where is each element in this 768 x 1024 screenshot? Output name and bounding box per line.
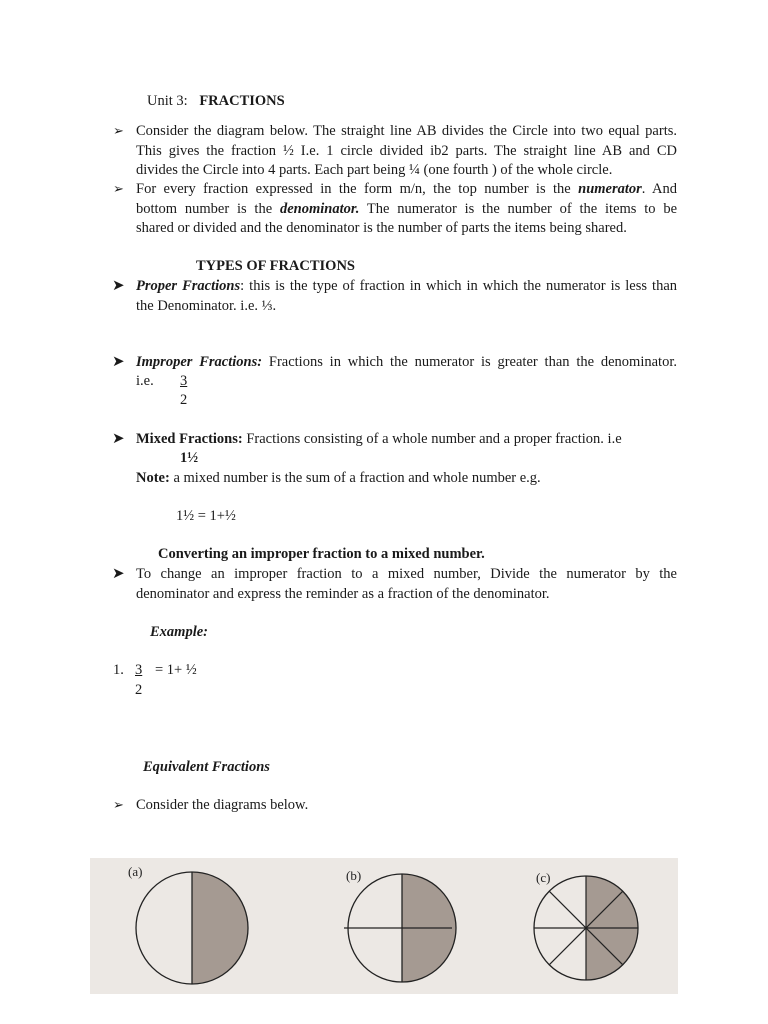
figure-label-a: (a): [128, 864, 143, 879]
text: . And: [641, 181, 677, 197]
figure-label-b: (b): [346, 868, 362, 883]
shaded-half: [192, 872, 248, 984]
fraction-circles-figure: [90, 858, 678, 994]
arrow-bullet-icon: ➢: [113, 181, 124, 196]
example-label: Example:: [150, 624, 208, 640]
text: : this is the type of fraction in which in which the numerator is less than: [240, 278, 678, 294]
circle-quarters: [344, 874, 456, 982]
text: The numerator is the number of the items to be: [359, 200, 678, 217]
unit-heading: [147, 93, 285, 110]
types-heading: TYPES OF FRACTIONS: [196, 258, 355, 274]
text: Fractions in which the numerator is greater than the denominator.: [262, 354, 677, 370]
improper-ie: i.e.: [136, 372, 154, 389]
intro-line: divides the Circle into 4 parts. Each part being ¼ (one fourth ) of the whole circle.: [136, 162, 613, 178]
text: a mixed number is the sum of a fraction and whole number e.g.: [169, 470, 541, 486]
improper-line: [136, 353, 677, 373]
proper-line: [136, 277, 677, 297]
text: Fractions consisting of a whole number and a proper fraction. i.e: [242, 431, 622, 447]
note-equation: 1½ = 1+½: [176, 508, 236, 524]
arrow-bullet-icon: ➢: [113, 797, 124, 812]
converting-line: denominator and express the reminder as a fraction of the denominator.: [136, 585, 550, 602]
mixed-term: Mixed Fractions:: [136, 431, 243, 447]
intro-line: [136, 200, 677, 220]
arrow-bullet-icon: ➤: [112, 431, 125, 447]
unit-label: Unit 3:: [147, 93, 188, 109]
arrow-bullet-icon: ➢: [113, 123, 124, 138]
intro-line: shared or divided and the denominator is the number of parts the items being shared.: [136, 220, 627, 236]
example-denominator: 2: [135, 681, 143, 698]
mixed-line: [136, 430, 677, 450]
example-number: 1.: [113, 662, 124, 678]
arrow-bullet-icon: ➤: [112, 354, 125, 370]
improper-denominator: 2: [180, 392, 188, 408]
intro-line: This gives the fraction ½ I.e. 1 circle divided ib2 parts. The straight line AB and CD: [136, 142, 677, 159]
figure-label-c: (c): [536, 870, 551, 885]
denominator-term: denominator.: [279, 200, 360, 217]
text: bottom number is the: [136, 200, 280, 217]
improper-term: Improper Fractions:: [136, 354, 263, 370]
text: For every fraction expressed in the form m/n, the top number is the: [136, 181, 579, 197]
mixed-example: 1½: [180, 449, 199, 466]
example-equation: = 1+ ½: [155, 662, 197, 678]
intro-line: [136, 180, 677, 200]
improper-numerator: 3: [180, 372, 188, 389]
unit-title: FRACTIONS: [199, 93, 285, 109]
circle-eighths: [534, 876, 638, 980]
note-label: Note:: [136, 470, 170, 486]
fraction-circles-drawing: [90, 858, 678, 994]
equivalent-line: Consider the diagrams below.: [136, 797, 309, 813]
example-numerator: 3: [135, 662, 143, 678]
arrow-bullet-icon: ➤: [112, 278, 125, 294]
numerator-term: numerator: [578, 181, 642, 197]
note-line: [136, 469, 677, 489]
converting-heading: Converting an improper fraction to a mixed number.: [158, 546, 485, 562]
circle-halves: [136, 872, 248, 984]
proper-line: the Denominator. i.e. ⅓.: [136, 297, 277, 314]
proper-term: Proper Fractions: [136, 278, 241, 294]
converting-line: To change an improper fraction to a mixed number, Divide the numerator by the: [136, 566, 677, 582]
equivalent-heading: Equivalent Fractions: [143, 759, 270, 775]
arrow-bullet-icon: ➤: [112, 566, 125, 582]
intro-line: Consider the diagram below. The straight line AB divides the Circle into two equal parts.: [136, 123, 677, 139]
